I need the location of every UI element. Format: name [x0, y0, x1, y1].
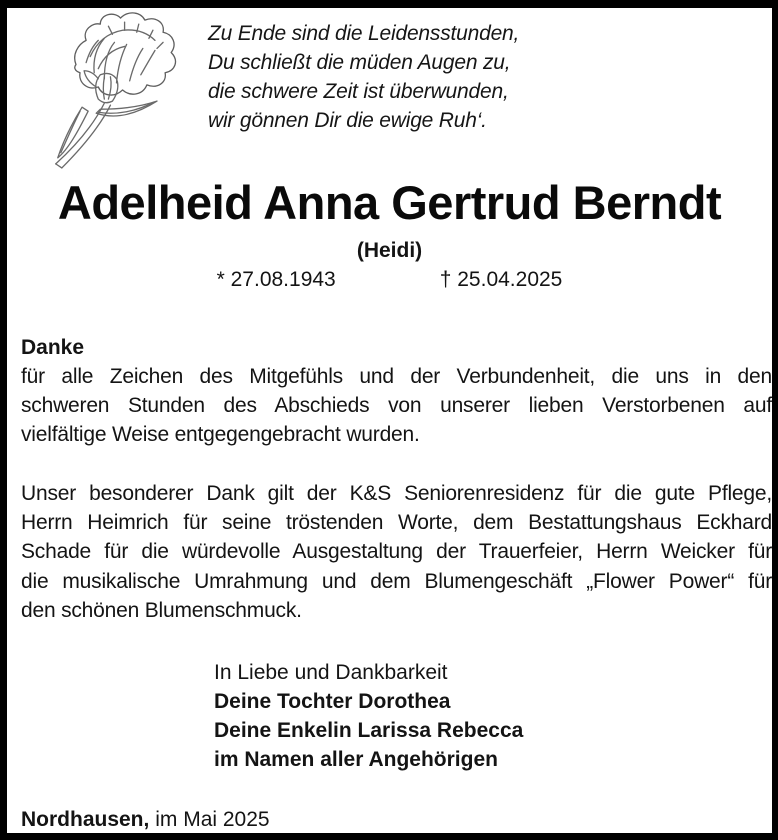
paragraph-line: Herrn Heimrich für seine tröstenden Worte, dem Bestattungshaus Eckhard: [21, 511, 772, 535]
closing-line: Deine Tochter Dorothea: [214, 690, 451, 713]
death-date: † 25.04.2025: [439, 268, 563, 291]
poem-line: wir gönnen Dir die ewige Ruh‘.: [208, 109, 487, 132]
carnation-flower-icon: [33, 12, 201, 174]
birth-date: * 27.08.1943: [216, 268, 336, 291]
memorial-poem: [208, 19, 519, 135]
closing-family-block: [214, 658, 523, 774]
poem-line: Du schließt die müden Augen zu,: [208, 51, 511, 74]
place-and-date: [21, 806, 270, 834]
life-dates: [7, 266, 772, 293]
poem-line: die schwere Zeit ist überwunden,: [208, 80, 509, 103]
deceased-name: Adelheid Anna Gertrud Berndt: [57, 176, 722, 229]
thanks-heading: Danke: [21, 336, 85, 359]
closing-line: Deine Enkelin Larissa Rebecca: [214, 719, 524, 742]
closing-line: im Namen aller Angehörigen: [214, 748, 498, 771]
paragraph-line: Unser besonderer Dank gilt der K&S Seniorenresidenz für die gute Pflege,: [21, 482, 772, 505]
closing-line: In Liebe und Dankbarkeit: [214, 661, 448, 684]
paragraph-line: die musikalische Umrahmung und dem Blumengeschäft „Flower Power“ für: [21, 569, 772, 593]
paragraph-line: für alle Zeichen des Mitgefühls und der Verbundenheit, die uns in den: [21, 365, 772, 388]
poem-line: Zu Ende sind die Leidensstunden,: [208, 22, 520, 45]
deceased-nickname: (Heidi): [356, 239, 423, 262]
paragraph-line: vielfältige Weise entgegengebracht wurden.: [21, 423, 420, 447]
thanks-paragraph-1: [21, 362, 772, 450]
place-label: Nordhausen,: [21, 808, 150, 831]
paragraph-line: Schade für die würdevolle Ausgestaltung der Trauerfeier, Herrn Weicker für: [21, 540, 772, 564]
date-label: im Mai 2025: [155, 808, 270, 831]
thanks-paragraph-2: [21, 479, 772, 625]
paragraph-line: schweren Stunden des Abschieds von unserer lieben Verstorbenen auf: [21, 394, 772, 418]
paragraph-line: den schönen Blumenschmuck.: [21, 598, 302, 622]
